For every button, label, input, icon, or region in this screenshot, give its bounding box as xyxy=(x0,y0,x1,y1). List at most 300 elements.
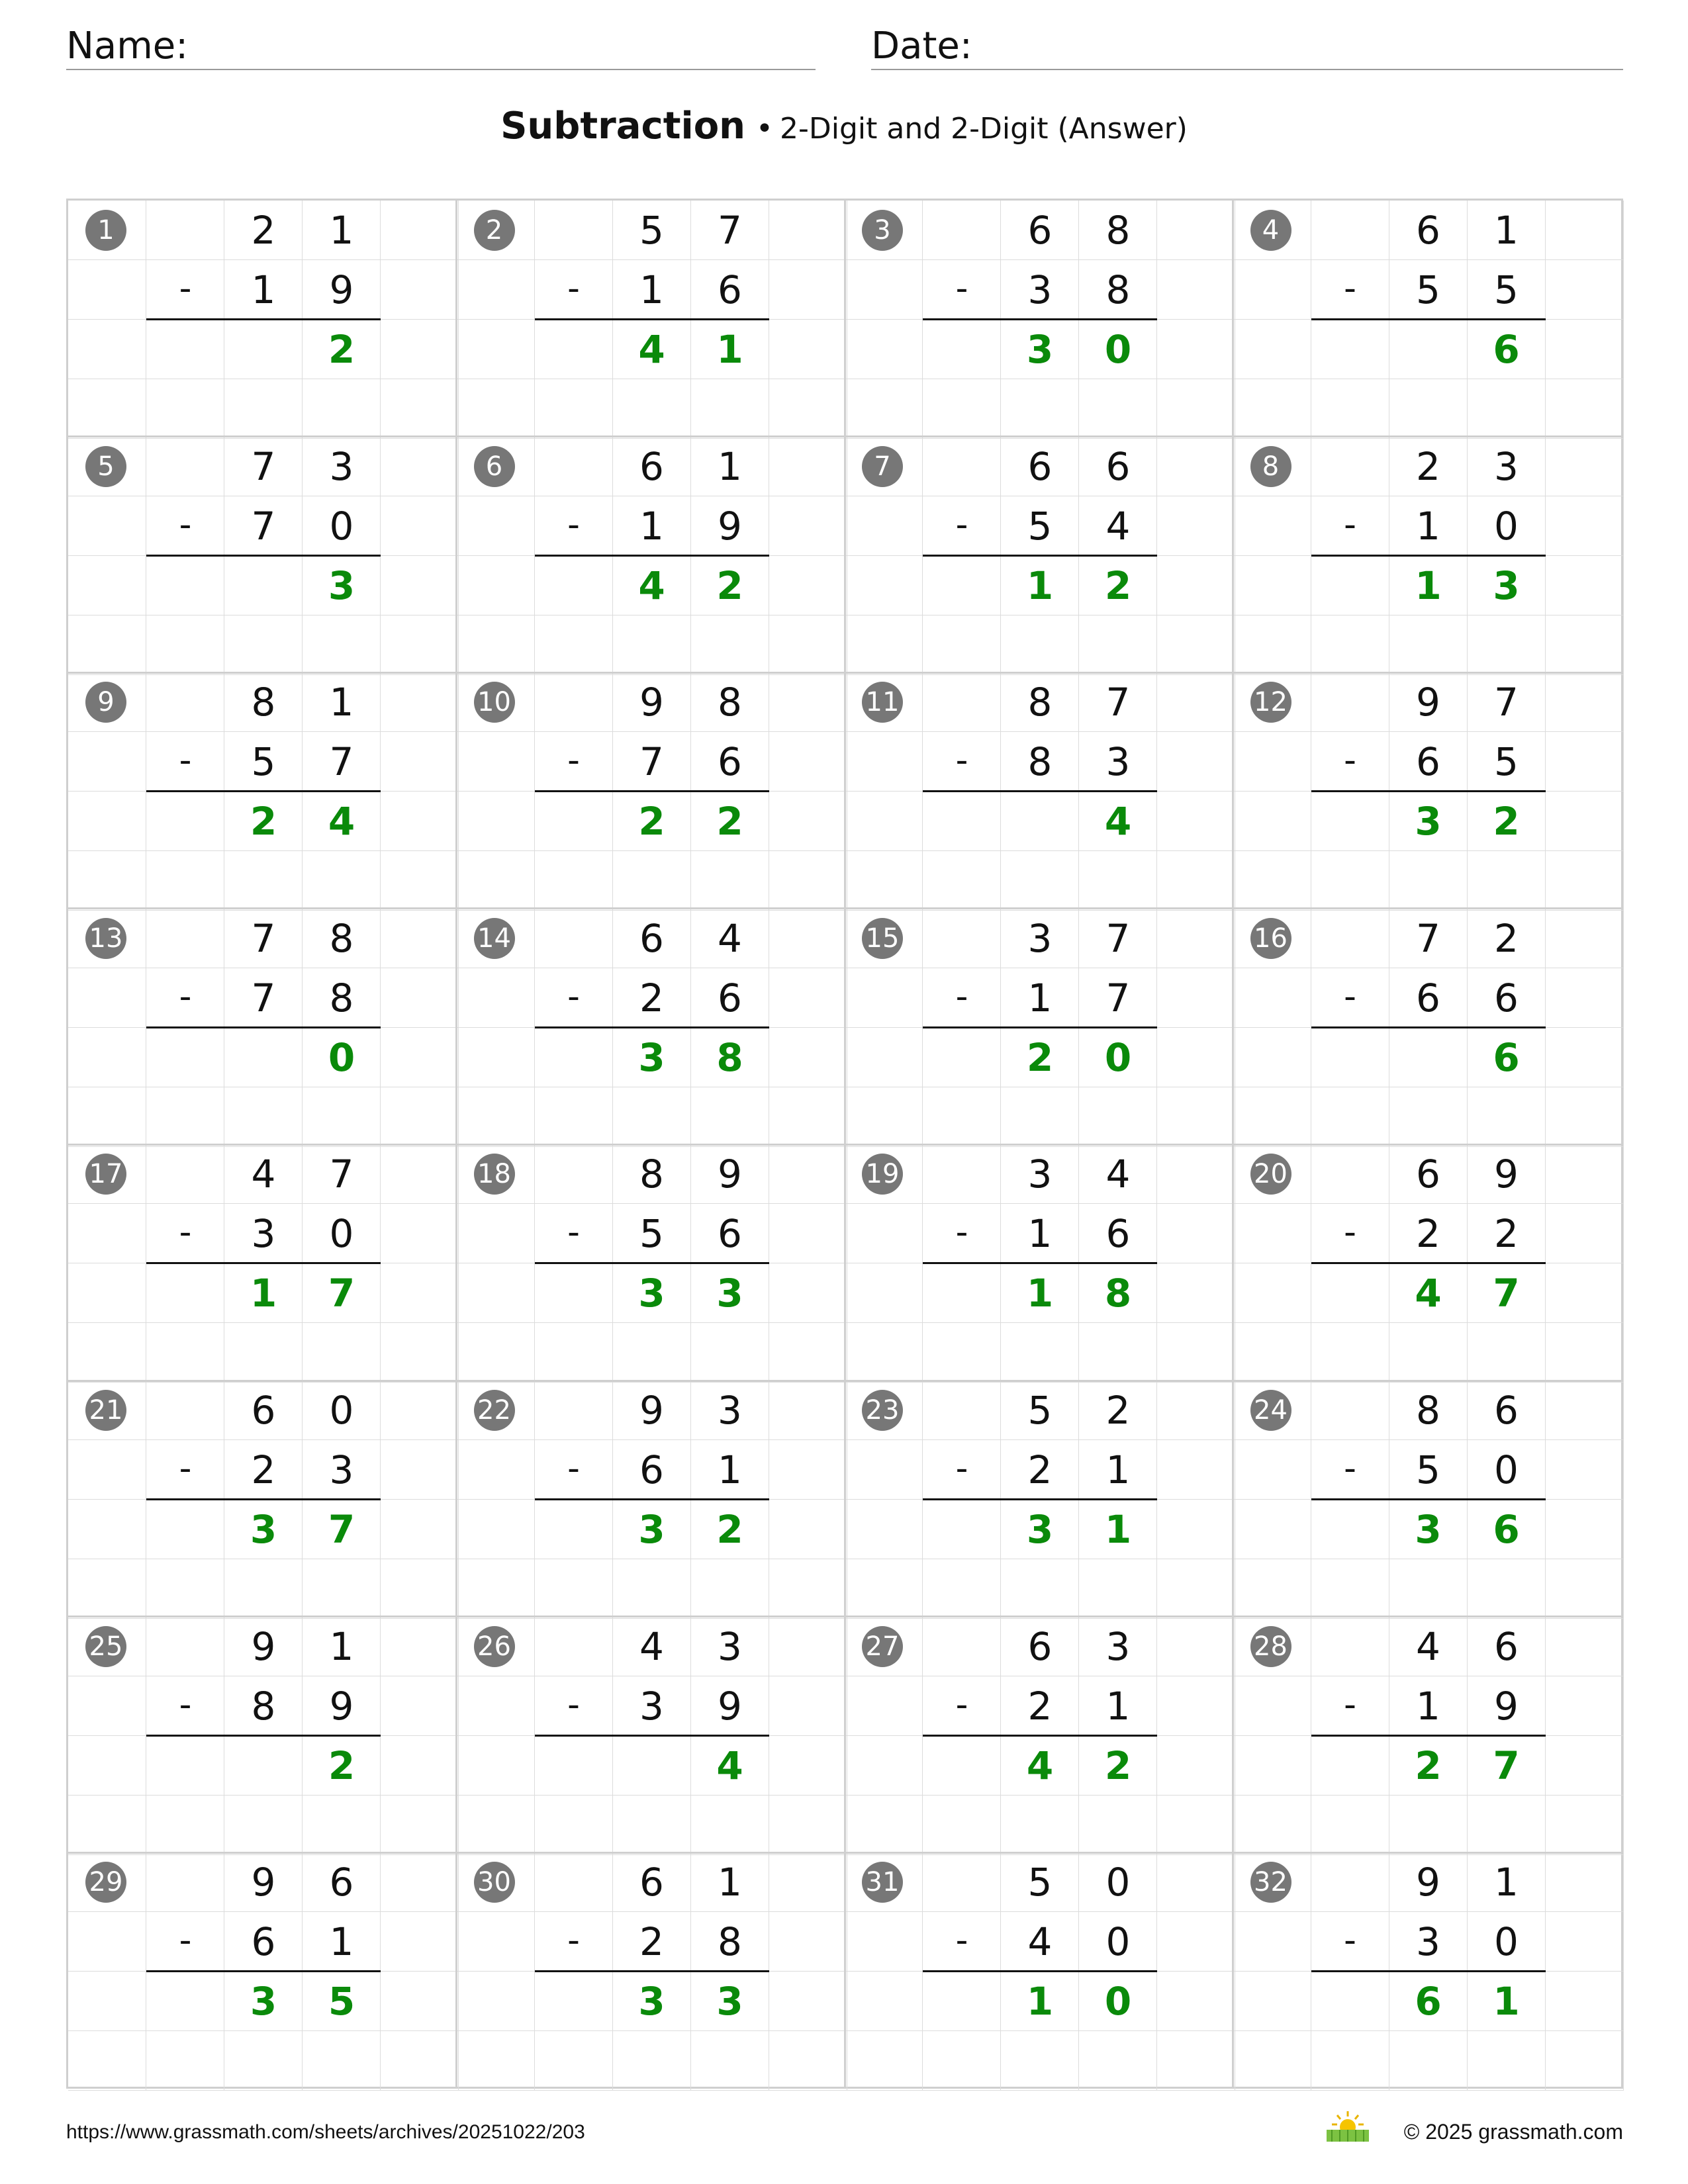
grid-cell xyxy=(535,1736,613,1796)
minuend-ones-digit: 1 xyxy=(329,680,354,725)
grid-cell xyxy=(1079,1559,1157,1619)
grid-cell xyxy=(769,1440,847,1500)
grid-cell xyxy=(691,1796,769,1855)
grid-cell xyxy=(769,379,847,439)
minuend-ones-digit: 1 xyxy=(329,208,354,253)
grid-cell xyxy=(224,851,303,911)
grid-cell xyxy=(457,1204,535,1263)
grid-cell xyxy=(1389,851,1468,911)
grid-cell xyxy=(769,1852,847,1912)
answer-tens-digit xyxy=(224,1028,303,1087)
grid-cell xyxy=(1157,496,1235,556)
grid-cell xyxy=(68,1972,146,2031)
grid-cell xyxy=(68,1263,146,1323)
grid-cell xyxy=(457,1028,535,1087)
grid-cell xyxy=(1311,1323,1389,1383)
grid-cell xyxy=(1468,615,1546,675)
answer-tens-digit xyxy=(1001,792,1079,851)
grid-cell xyxy=(613,851,691,911)
problem-number-badge: 13 xyxy=(85,918,126,959)
grid-cell xyxy=(923,437,1001,496)
problem-number-badge: 19 xyxy=(862,1154,903,1195)
grid-cell xyxy=(1546,556,1624,615)
grid-cell xyxy=(1157,851,1235,911)
grid-cell xyxy=(457,260,535,320)
grid-cell xyxy=(1157,437,1235,496)
grid-cell xyxy=(769,615,847,675)
minuend-tens-digit: 5 xyxy=(1027,1860,1053,1905)
grid-cell xyxy=(1157,1440,1235,1500)
minuend-tens-digit: 6 xyxy=(639,1860,664,1905)
grid-cell xyxy=(68,1500,146,1559)
grid-cell xyxy=(1157,1736,1235,1796)
minuend-ones-digit: 6 xyxy=(329,1860,354,1905)
answer-tens-digit: 3 xyxy=(250,1507,277,1552)
grid-cell xyxy=(381,1796,459,1855)
grid-cell xyxy=(769,909,847,968)
minuend-ones-digit: 3 xyxy=(1494,443,1519,489)
grid-cell xyxy=(1546,1204,1624,1263)
grid-cell xyxy=(1546,672,1624,732)
answer-tens-digit: 3 xyxy=(1026,1507,1054,1552)
grid-cell xyxy=(1311,792,1389,851)
grid-cell xyxy=(535,615,613,675)
grid-cell xyxy=(224,1087,303,1147)
grid-cell xyxy=(1389,1087,1468,1147)
minus-sign: - xyxy=(1344,741,1356,781)
minuend-ones-digit: 7 xyxy=(1494,680,1519,725)
subtrahend-ones-digit: 3 xyxy=(329,1447,354,1492)
problem-number-badge: 27 xyxy=(862,1626,903,1667)
minuend-ones-digit: 4 xyxy=(718,915,742,961)
problem-14 xyxy=(457,909,846,1145)
problem-number-badge: 20 xyxy=(1250,1154,1291,1195)
minuend-tens-digit: 8 xyxy=(1027,680,1053,725)
grid-cell xyxy=(1311,379,1389,439)
grid-cell xyxy=(769,437,847,496)
answer-ones-digit: 3 xyxy=(716,1979,743,2025)
grid-cell xyxy=(613,1796,691,1855)
grid-cell xyxy=(769,851,847,911)
grid-cell xyxy=(1311,1852,1389,1912)
grid-cell xyxy=(381,615,459,675)
grid-cell xyxy=(535,1263,613,1323)
minus-sign: - xyxy=(955,269,968,308)
grid-cell xyxy=(845,320,923,379)
answer-tens-digit: 2 xyxy=(1026,1034,1054,1080)
grid-cell xyxy=(381,1559,459,1619)
minuend-ones-digit: 7 xyxy=(329,1152,354,1197)
grid-cell xyxy=(769,1028,847,1087)
answer-ones-digit: 8 xyxy=(716,1034,743,1080)
subtrahend-tens-digit: 2 xyxy=(1027,1683,1053,1729)
subtrahend-ones-digit: 4 xyxy=(1105,503,1131,549)
grid-cell xyxy=(457,1796,535,1855)
problem-number-badge: 3 xyxy=(862,210,903,251)
subtrahend-ones-digit: 0 xyxy=(1494,1447,1519,1492)
title-main: Subtraction xyxy=(500,105,746,148)
subtrahend-ones-digit: 1 xyxy=(1105,1683,1131,1729)
grid-cell xyxy=(1001,1087,1079,1147)
minuend-tens-digit: 9 xyxy=(1416,1860,1440,1905)
grid-cell xyxy=(769,2031,847,2091)
grid-cell xyxy=(613,1323,691,1383)
grid-cell xyxy=(923,1263,1001,1323)
grid-cell xyxy=(691,615,769,675)
grid-cell xyxy=(1311,556,1389,615)
grid-cell xyxy=(845,792,923,851)
grid-cell xyxy=(535,1796,613,1855)
minus-sign: - xyxy=(1344,1684,1356,1725)
grid-cell xyxy=(923,379,1001,439)
grid-cell xyxy=(1546,1381,1624,1440)
sun-over-grass-icon xyxy=(1324,2110,1372,2143)
problem-number-badge: 2 xyxy=(474,210,515,251)
grid-cell xyxy=(1468,851,1546,911)
minus-sign: - xyxy=(179,741,192,781)
grid-cell xyxy=(68,1440,146,1500)
problem-number-badge: 10 xyxy=(474,682,515,723)
minus-sign: - xyxy=(567,1921,580,1961)
grid-cell xyxy=(1157,1028,1235,1087)
grid-cell xyxy=(381,1912,459,1972)
grid-cell xyxy=(1079,1796,1157,1855)
grid-cell xyxy=(1233,1323,1311,1383)
grid-cell xyxy=(1389,379,1468,439)
minuend-ones-digit: 8 xyxy=(1105,208,1131,253)
grid-cell xyxy=(1001,1796,1079,1855)
grid-cell xyxy=(1311,1972,1389,2031)
grid-cell xyxy=(1157,1144,1235,1204)
grid-cell xyxy=(845,1263,923,1323)
grid-cell xyxy=(1546,1736,1624,1796)
subtrahend-tens-digit: 8 xyxy=(251,1683,276,1729)
problem-number-badge: 18 xyxy=(474,1154,515,1195)
subtrahend-ones-digit: 8 xyxy=(329,975,354,1021)
grid-cell xyxy=(68,1912,146,1972)
grid-cell xyxy=(1468,1559,1546,1619)
grid-cell xyxy=(303,379,381,439)
grid-cell xyxy=(146,672,224,732)
minuend-ones-digit: 1 xyxy=(329,1623,354,1669)
grid-cell xyxy=(68,1736,146,1796)
answer-tens-digit xyxy=(224,1736,303,1796)
minuend-ones-digit: 8 xyxy=(718,680,742,725)
grid-cell xyxy=(1311,2031,1389,2091)
grid-cell xyxy=(224,2031,303,2091)
grid-cell xyxy=(923,320,1001,379)
grid-cell xyxy=(769,1263,847,1323)
grid-cell xyxy=(1546,2031,1624,2091)
minus-sign: - xyxy=(179,269,192,308)
grid-cell xyxy=(691,1087,769,1147)
grid-cell xyxy=(923,1323,1001,1383)
grid-cell xyxy=(381,201,459,260)
grid-cell xyxy=(1311,1500,1389,1559)
grid-cell xyxy=(923,1972,1001,2031)
grid-cell xyxy=(535,201,613,260)
grid-cell xyxy=(1157,379,1235,439)
minus-sign: - xyxy=(179,1449,192,1488)
grid-cell xyxy=(1233,1440,1311,1500)
grid-cell xyxy=(1157,2031,1235,2091)
problem-16 xyxy=(1233,909,1622,1145)
grid-cell xyxy=(1233,2031,1311,2091)
grid-cell xyxy=(923,556,1001,615)
problem-6 xyxy=(457,437,846,673)
problem-4 xyxy=(1233,201,1622,437)
grid-cell xyxy=(381,1736,459,1796)
grid-cell xyxy=(68,968,146,1028)
grid-cell xyxy=(1233,1559,1311,1619)
subtrahend-tens-digit: 5 xyxy=(1416,267,1440,312)
grid-cell xyxy=(303,1796,381,1855)
answer-ones-digit: 2 xyxy=(1493,799,1520,844)
grid-cell xyxy=(1233,1736,1311,1796)
grid-cell xyxy=(923,909,1001,968)
grid-cell xyxy=(1546,732,1624,792)
subtrahend-tens-digit: 2 xyxy=(1416,1211,1440,1257)
grid-cell xyxy=(457,379,535,439)
minus-sign: - xyxy=(567,976,580,1017)
grid-cell xyxy=(381,556,459,615)
grid-cell xyxy=(146,1617,224,1676)
grid-cell xyxy=(923,672,1001,732)
grid-cell xyxy=(923,1087,1001,1147)
grid-cell xyxy=(457,1736,535,1796)
answer-tens-digit: 4 xyxy=(638,327,665,372)
answer-tens-digit xyxy=(1389,1028,1468,1087)
row-separator xyxy=(68,672,1621,674)
problem-number-badge: 31 xyxy=(862,1862,903,1903)
grid-cell xyxy=(1311,320,1389,379)
problem-number-badge: 14 xyxy=(474,918,515,959)
grid-cell xyxy=(1546,201,1624,260)
grid-cell xyxy=(1157,1912,1235,1972)
grid-cell xyxy=(68,851,146,911)
grid-cell xyxy=(1546,1912,1624,1972)
minuend-tens-digit: 3 xyxy=(1027,915,1053,961)
grid-cell xyxy=(1079,1087,1157,1147)
date-field[interactable] xyxy=(871,24,1623,70)
subtrahend-tens-digit: 7 xyxy=(639,739,664,785)
title-subtitle: 2-Digit and 2-Digit (Answer) xyxy=(780,112,1188,146)
answer-tens-digit: 3 xyxy=(1415,799,1442,844)
problem-number-badge: 16 xyxy=(1250,918,1291,959)
problem-5 xyxy=(68,437,457,673)
problem-number-badge: 24 xyxy=(1250,1390,1291,1431)
grid-cell xyxy=(535,1617,613,1676)
minuend-tens-digit: 8 xyxy=(251,680,276,725)
answer-ones-digit: 4 xyxy=(1104,799,1132,844)
grid-cell xyxy=(457,1440,535,1500)
grid-cell xyxy=(535,1381,613,1440)
row-separator xyxy=(68,1615,1621,1617)
minuend-tens-digit: 6 xyxy=(1416,208,1440,253)
subtrahend-ones-digit: 0 xyxy=(1494,1919,1519,1965)
grid-cell xyxy=(146,320,224,379)
grid-cell xyxy=(457,496,535,556)
grid-cell xyxy=(1233,1087,1311,1147)
grid-cell xyxy=(1233,732,1311,792)
grid-cell xyxy=(1233,1500,1311,1559)
row-separator xyxy=(68,1380,1621,1382)
grid-cell xyxy=(769,1144,847,1204)
minuend-ones-digit: 6 xyxy=(1105,443,1131,489)
grid-cell xyxy=(457,1087,535,1147)
grid-cell xyxy=(1233,496,1311,556)
grid-cell xyxy=(1311,1087,1389,1147)
problem-7 xyxy=(845,437,1234,673)
grid-cell xyxy=(1157,615,1235,675)
grid-cell xyxy=(68,1559,146,1619)
grid-cell xyxy=(381,1500,459,1559)
minus-sign: - xyxy=(567,1684,580,1725)
grid-cell xyxy=(923,851,1001,911)
problem-28 xyxy=(1233,1617,1622,1853)
minuend-ones-digit: 3 xyxy=(718,1388,742,1433)
grid-cell xyxy=(923,1796,1001,1855)
grid-cell xyxy=(381,1617,459,1676)
minus-sign: - xyxy=(955,1921,968,1961)
grid-cell xyxy=(224,379,303,439)
grid-cell xyxy=(1389,1323,1468,1383)
grid-cell xyxy=(691,2031,769,2091)
grid-cell xyxy=(303,615,381,675)
grid-cell xyxy=(1468,2031,1546,2091)
grid-cell xyxy=(1311,1617,1389,1676)
answer-ones-digit: 0 xyxy=(1104,1979,1132,2025)
grid-cell xyxy=(769,201,847,260)
grid-cell xyxy=(146,1852,224,1912)
minuend-ones-digit: 6 xyxy=(1494,1623,1519,1669)
grid-cell xyxy=(1311,851,1389,911)
grid-cell xyxy=(457,2031,535,2091)
grid-cell xyxy=(769,792,847,851)
grid-cell xyxy=(535,1972,613,2031)
grid-cell xyxy=(303,1323,381,1383)
grid-cell xyxy=(1079,1323,1157,1383)
grid-cell xyxy=(769,1087,847,1147)
problem-number-badge: 7 xyxy=(862,446,903,487)
grid-cell xyxy=(457,1559,535,1619)
grid-cell xyxy=(1157,1263,1235,1323)
grid-cell xyxy=(303,1559,381,1619)
grid-cell xyxy=(613,379,691,439)
answer-ones-digit: 4 xyxy=(328,799,355,844)
grid-cell xyxy=(1157,1500,1235,1559)
minuend-ones-digit: 3 xyxy=(329,443,354,489)
subtrahend-ones-digit: 0 xyxy=(329,503,354,549)
grid-cell xyxy=(845,1736,923,1796)
answer-ones-digit: 0 xyxy=(1104,327,1132,372)
answer-ones-digit: 1 xyxy=(716,327,743,372)
grid-cell xyxy=(923,201,1001,260)
grid-cell xyxy=(381,437,459,496)
grid-cell xyxy=(381,1263,459,1323)
problem-23 xyxy=(845,1381,1234,1617)
grid-cell xyxy=(381,851,459,911)
answer-ones-digit: 1 xyxy=(1493,1979,1520,2025)
subtrahend-tens-digit: 2 xyxy=(639,975,664,1021)
grid-cell xyxy=(1157,1972,1235,2031)
grid-cell xyxy=(1157,1852,1235,1912)
problem-number-badge: 23 xyxy=(862,1390,903,1431)
minuend-tens-digit: 6 xyxy=(1027,208,1053,253)
minuend-tens-digit: 9 xyxy=(639,1388,664,1433)
grid-cell xyxy=(1233,792,1311,851)
minus-sign: - xyxy=(1344,1921,1356,1961)
subtrahend-ones-digit: 6 xyxy=(718,1211,742,1257)
problem-10 xyxy=(457,672,846,909)
problem-number-badge: 17 xyxy=(85,1154,126,1195)
grid-cell xyxy=(457,732,535,792)
grid-cell xyxy=(1001,1559,1079,1619)
grid-cell xyxy=(691,851,769,911)
answer-tens-digit: 1 xyxy=(1026,1271,1054,1316)
grid-cell xyxy=(381,732,459,792)
grid-cell xyxy=(224,1323,303,1383)
grid-cell xyxy=(381,1972,459,2031)
grid-cell xyxy=(1546,1440,1624,1500)
grid-cell xyxy=(1001,1323,1079,1383)
name-field[interactable] xyxy=(66,24,816,70)
grid-cell xyxy=(769,1323,847,1383)
grid-cell xyxy=(769,672,847,732)
subtrahend-ones-digit: 9 xyxy=(329,1683,354,1729)
grid-cell xyxy=(146,1559,224,1619)
grid-cell xyxy=(1546,792,1624,851)
minus-sign: - xyxy=(1344,1212,1356,1253)
minuend-tens-digit: 7 xyxy=(251,915,276,961)
grid-cell xyxy=(1389,2031,1468,2091)
grid-cell xyxy=(146,1087,224,1147)
subtrahend-tens-digit: 1 xyxy=(251,267,276,312)
grid-cell xyxy=(923,1852,1001,1912)
grid-cell xyxy=(923,1736,1001,1796)
footer-copyright: © 2025 grassmath.com xyxy=(1403,2120,1623,2144)
subtrahend-tens-digit: 6 xyxy=(639,1447,664,1492)
minuend-tens-digit: 7 xyxy=(1416,915,1440,961)
grid-cell xyxy=(1157,1381,1235,1440)
grid-cell xyxy=(845,1204,923,1263)
grid-cell xyxy=(381,1028,459,1087)
grid-cell xyxy=(923,1617,1001,1676)
minuend-ones-digit: 1 xyxy=(718,443,742,489)
minus-sign: - xyxy=(179,1921,192,1961)
grid-cell xyxy=(535,792,613,851)
grid-cell xyxy=(1079,851,1157,911)
grid-cell xyxy=(1311,1144,1389,1204)
grid-cell xyxy=(769,1796,847,1855)
grid-cell xyxy=(769,1972,847,2031)
subtrahend-ones-digit: 1 xyxy=(718,1447,742,1492)
answer-ones-digit: 2 xyxy=(1104,563,1132,608)
grid-cell xyxy=(535,556,613,615)
subtrahend-tens-digit: 7 xyxy=(251,503,276,549)
grid-cell xyxy=(1546,1263,1624,1323)
minuend-ones-digit: 7 xyxy=(718,208,742,253)
answer-tens-digit: 2 xyxy=(250,799,277,844)
subtrahend-tens-digit: 1 xyxy=(639,503,664,549)
subtrahend-tens-digit: 2 xyxy=(639,1919,664,1965)
grid-cell xyxy=(1311,672,1389,732)
grid-cell xyxy=(845,1500,923,1559)
grid-cell xyxy=(381,1440,459,1500)
grid-cell xyxy=(381,260,459,320)
grid-cell xyxy=(535,320,613,379)
grid-cell xyxy=(1468,1323,1546,1383)
